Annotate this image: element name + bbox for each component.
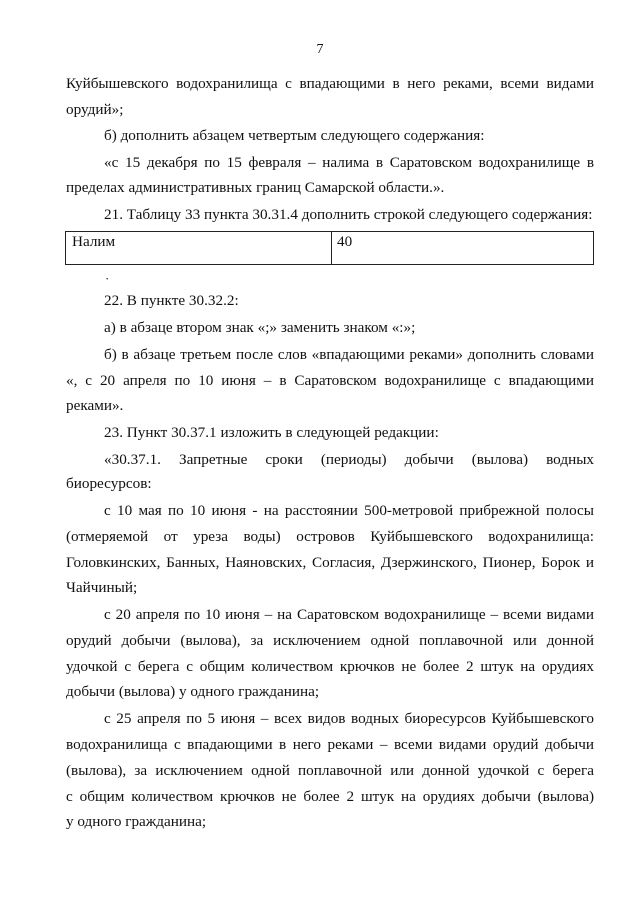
text-line: с 25 апреля по 5 июня – всех видов водных биоресурсов Куйбышевского	[104, 710, 594, 727]
text-line: Головкинских, Банных, Наяновских, Согласия, Дзержинского, Пионер, Борок и	[66, 554, 594, 571]
text-line: а) в абзаце втором знак «;» заменить знаком «:»;	[104, 319, 416, 336]
page-number: 7	[316, 42, 324, 57]
text-line: б) дополнить абзацем четвертым следующего содержания:	[104, 127, 485, 144]
text-line: «, с 20 апреля по 10 июня – в Саратовском водохранилище с впадающими	[66, 372, 594, 389]
amendment-table	[65, 231, 594, 265]
text-line: с общим количеством крючков не более 2 штук на орудиях добычи (вылова)	[66, 788, 594, 805]
text-line: 23. Пункт 30.37.1 изложить в следующей редакции:	[104, 424, 439, 441]
text-line: водохранилища с впадающими в него реками – всеми видами орудий добычи	[66, 736, 594, 753]
table-cell-value: 40	[337, 233, 353, 250]
text-line: с 20 апреля по 10 июня – на Саратовском водохранилище – всеми видами	[104, 606, 594, 623]
table-dot-mark: ·	[105, 271, 110, 286]
text-line: 22. В пункте 30.32.2:	[104, 292, 239, 309]
text-line: Чайчиный;	[66, 579, 138, 596]
text-line: (отмеряемой от уреза воды) островов Куйбышевского водохранилища:	[66, 528, 594, 545]
text-line: (вылова), за исключением одной поплавочной или донной удочкой с берега	[66, 762, 594, 779]
text-line: реками».	[66, 397, 124, 414]
text-line: б) в абзаце третьем после слов «впадающими реками» дополнить словами	[104, 346, 594, 363]
table-cell-species: Налим	[72, 233, 116, 250]
text-line: «с 15 декабря по 15 февраля – налима в Саратовском водохранилище в	[104, 154, 594, 171]
text-line: биоресурсов:	[66, 475, 152, 492]
table-column-divider	[331, 232, 332, 264]
text-line: орудий»;	[66, 101, 124, 118]
text-line: добычи (вылова) у одного гражданина;	[66, 683, 320, 700]
text-line: удочкой с берега с общим количеством крючков не более 2 штук на орудиях	[66, 658, 594, 675]
text-line: 21. Таблицу 33 пункта 30.31.4 дополнить строкой следующего содержания:	[104, 206, 593, 223]
text-line: пределах административных границ Самарской области.».	[66, 179, 445, 196]
text-line: Куйбышевского водохранилища с впадающими в него реками, всеми видами	[66, 75, 594, 92]
text-line: с 10 мая по 10 июня - на расстоянии 500-метровой прибрежной полосы	[104, 502, 594, 519]
text-line: у одного гражданина;	[66, 813, 207, 830]
text-line: «30.37.1. Запретные сроки (периоды) добычи (вылова) водных	[104, 451, 594, 468]
text-line: орудий добычи (вылова), за исключением одной поплавочной или донной	[66, 632, 594, 649]
